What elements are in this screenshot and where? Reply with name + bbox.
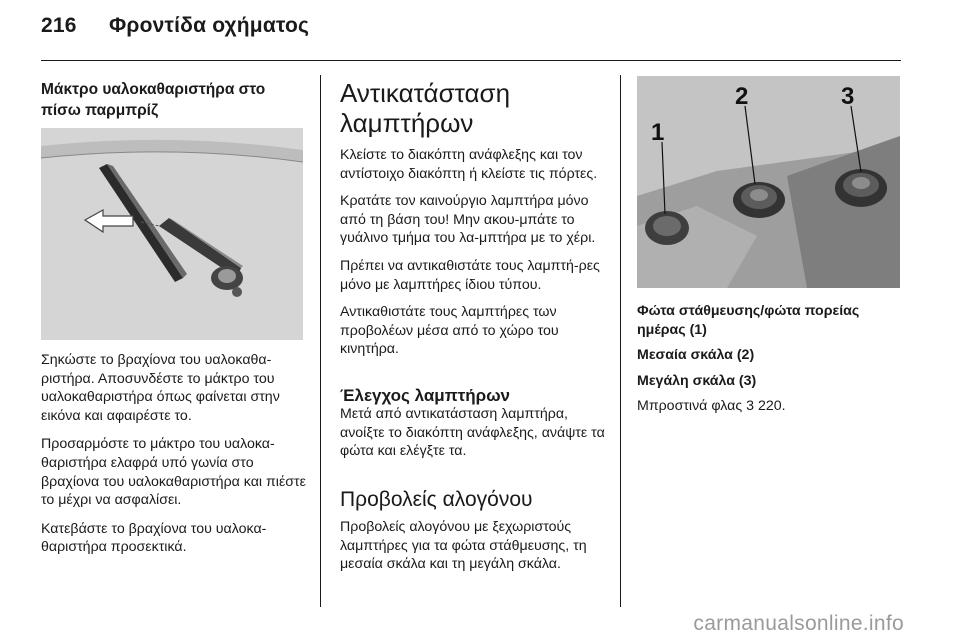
legend-item-3: Μεγάλη σκάλα (3)	[637, 372, 757, 389]
column-1-body	[41, 351, 311, 557]
wiper-blade-heading: Μάκτρο υαλοκαθαριστήρα στο πίσω παρμπρίζ	[41, 81, 266, 119]
wiper-illustration	[41, 128, 303, 340]
halogen-heading: Προβολείς αλογόνου	[340, 488, 533, 511]
page-number: 216	[41, 14, 77, 37]
bulb-check-section	[340, 405, 612, 461]
bulb-instruction-1: Κλείστε το διακόπτη ανάφλεξης και τον αντίστοιχο διακόπτη ή κλείστε τις πόρτες.	[340, 147, 598, 182]
cross-reference	[637, 397, 902, 416]
wiper-step-1: Σηκώστε το βραχίονα του υαλοκαθα-ριστήρα. Αποσυνδέστε το μάκτρο του υαλοκαθαριστήρα όπως φαίνεται στην εικόνα και αφαιρέστε το.	[41, 352, 280, 424]
callout-3: 3	[841, 83, 855, 110]
chapter-title: Φροντίδα οχήματος	[109, 14, 310, 37]
watermark: carmanualsonline.info	[693, 612, 904, 635]
headlight-drawing	[637, 76, 900, 288]
legend-item-2: Μεσαία σκάλα (2)	[637, 347, 755, 364]
bulb-check-heading: Έλεγχος λαμπτήρων	[340, 386, 511, 405]
cross-reference-text: Μπροστινά φλας	[637, 398, 743, 415]
callout-1: 1	[651, 119, 665, 146]
halogen-text: Προβολείς αλογόνου με ξεχωριστούς λαμπτήρες για τα φώτα στάθμευσης, τη μεσαία σκάλα και τη μεγάλη σκάλα.	[340, 519, 587, 573]
page-header	[41, 14, 309, 38]
bulb-instruction-4: Αντικαθιστάτε τους λαμπτήρες των προβολέων μέσα από το χώρο του κινητήρα.	[340, 304, 559, 358]
bulb-instruction-3: Πρέπει να αντικαθιστάτε τους λαμπτή-ρες μόνο με λαμπτήρες ίδιου τύπου.	[340, 257, 600, 293]
page-reference-arrow-icon: 3	[746, 398, 755, 415]
column-divider-right	[620, 75, 621, 607]
callout-2: 2	[735, 83, 749, 110]
wiper-drawing	[41, 128, 303, 340]
header-rule	[41, 60, 901, 61]
wiper-step-3: Κατεβάστε το βραχίονα του υαλοκα-θαριστήρα προσεκτικά.	[41, 520, 267, 556]
legend-item-1: Φώτα στάθμευσης/φώτα πορείας ημέρας (1)	[637, 303, 860, 338]
cross-reference-page[interactable]: 220.	[757, 398, 786, 415]
column-divider-left	[320, 75, 321, 607]
column-2-body	[340, 146, 610, 359]
bulb-instruction-2: Κρατάτε τον καινούργιο λαμπτήρα μόνο από τη βάση του! Μην ακου-μπάτε το γυάλινο τμήμα του λα-μπτήρα με το χέρι.	[340, 193, 596, 247]
bulb-check-text: Μετά από αντικατάσταση λαμπτήρα, ανοίξτε το διακόπτη ανάφλεξης, ανάψτε τα φώτα και ελέγξτε τα.	[340, 406, 605, 460]
wiper-step-2: Προσαρμόστε το μάκτρο του υαλοκα-θαριστήρα ελαφρά υπό γωνία στο βραχίονα του υαλοκαθαριστήρα και πιέστε το μέχρι να ασφαλίσει.	[41, 436, 306, 509]
headlight-illustration	[637, 76, 900, 288]
halogen-section	[340, 518, 612, 574]
column-3-body	[637, 302, 902, 416]
bulb-replacement-title: Αντικατάσταση λαμπτήρων	[340, 78, 511, 138]
